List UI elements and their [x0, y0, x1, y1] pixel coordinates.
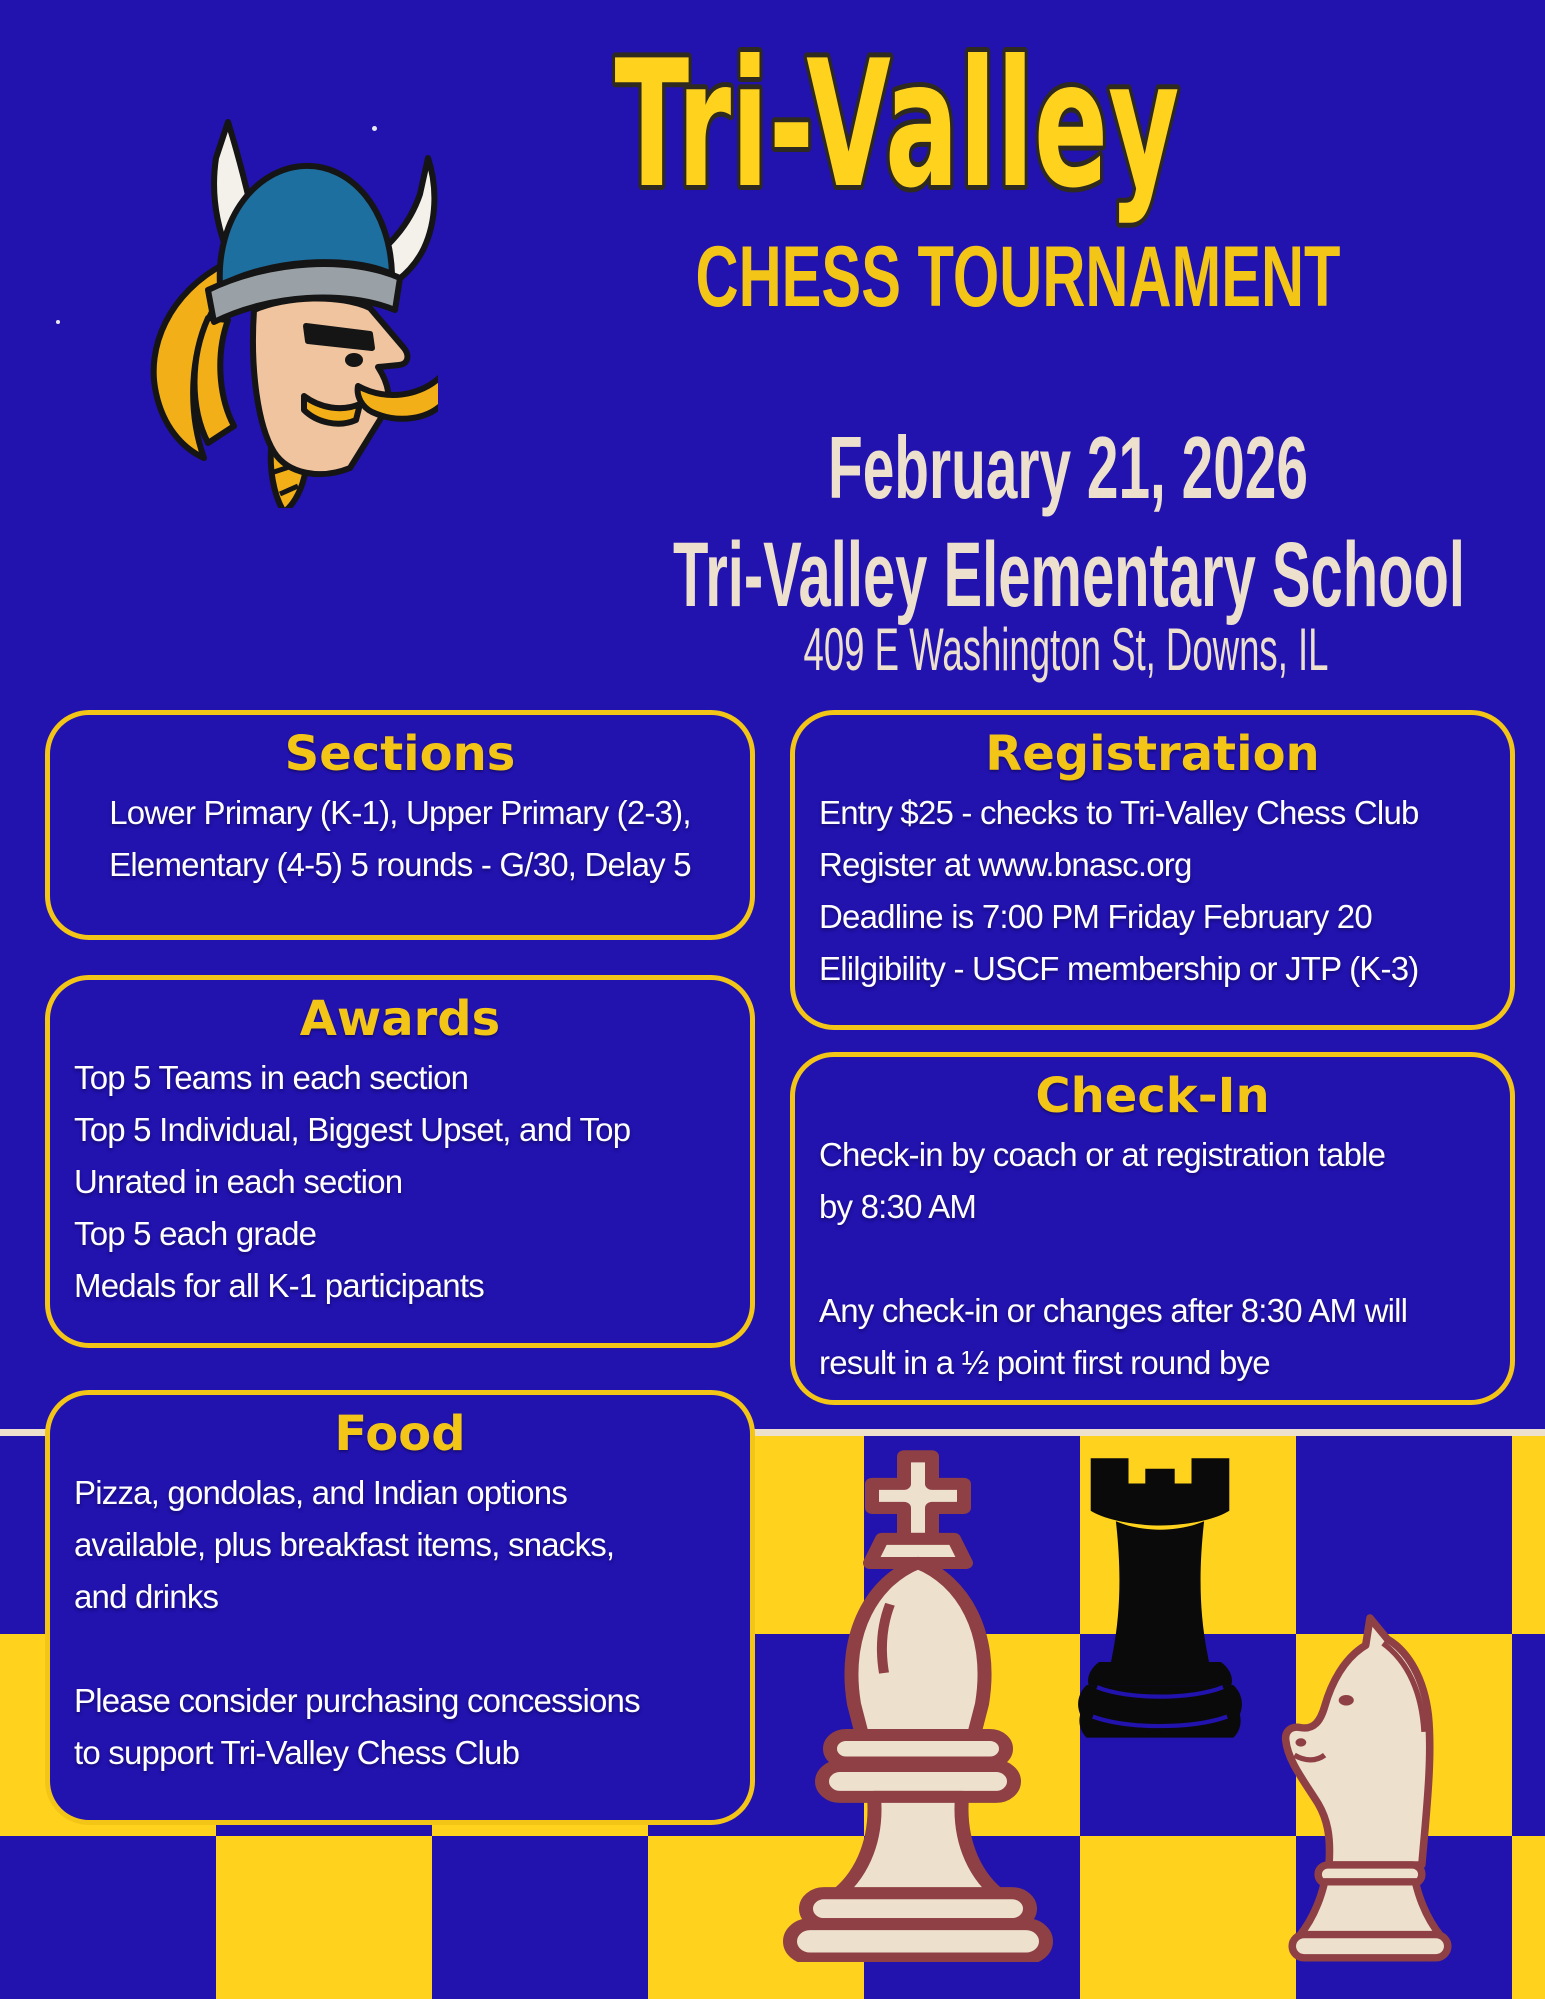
checkin-line: Any check-in or changes after 8:30 AM will [819, 1292, 1408, 1329]
awards-line: Top 5 Individual, Biggest Upset, and Top [74, 1111, 631, 1148]
awards-box [45, 975, 755, 1348]
awards-line: Unrated in each section [74, 1163, 403, 1200]
registration-heading: Registration [985, 726, 1320, 782]
sections-box [45, 710, 755, 940]
food-line: available, plus breakfast items, snacks, [74, 1526, 615, 1563]
registration-line: Register at www.bnasc.org [819, 846, 1192, 883]
registration-box [790, 710, 1515, 1030]
checkin-box [790, 1052, 1515, 1405]
event-date: February 21, 2026 [828, 418, 1308, 517]
food-line [74, 1623, 726, 1675]
checkin-heading: Check-In [1035, 1068, 1270, 1124]
checkin-line [819, 1233, 1486, 1285]
sections-line: Elementary (4-5) 5 rounds - G/30, Delay 5 [109, 846, 691, 883]
awards-line: Top 5 each grade [74, 1215, 317, 1252]
venue-name: Tri-Valley Elementary School [673, 524, 1465, 626]
venue-address: 409 E Washington St, Downs, IL [803, 616, 1329, 683]
black-rook-piece [1055, 1452, 1265, 1809]
food-line: to support Tri-Valley Chess Club [74, 1734, 520, 1771]
page-title: Tri-Valley [614, 24, 1180, 227]
header-text-block [0, 0, 1545, 700]
awards-line: Top 5 Teams in each section [74, 1059, 469, 1096]
registration-line: Elilgibility - USCF membership or JTP (K-3) [819, 950, 1419, 987]
registration-line: Deadline is 7:00 PM Friday February 20 [819, 898, 1372, 935]
awards-heading: Awards [299, 991, 501, 1047]
subtitle: CHESS TOURNAMENT [695, 229, 1341, 325]
sections-heading: Sections [284, 726, 516, 782]
checkin-line: result in a ½ point first round bye [819, 1344, 1270, 1381]
awards-line: Medals for all K-1 participants [74, 1267, 484, 1304]
food-heading: Food [334, 1406, 466, 1462]
white-knight-piece [1262, 1582, 1478, 1962]
sections-line: Lower Primary (K-1), Upper Primary (2-3), [109, 794, 691, 831]
registration-line: Entry $25 - checks to Tri-Valley Chess Club [819, 794, 1419, 831]
food-line: Please consider purchasing concessions [74, 1682, 640, 1719]
food-box [45, 1390, 755, 1825]
food-line: Pizza, gondolas, and Indian options [74, 1474, 568, 1511]
food-line: and drinks [74, 1578, 219, 1615]
checkin-line: Check-in by coach or at registration table [819, 1136, 1386, 1173]
checkin-line: by 8:30 AM [819, 1188, 977, 1225]
